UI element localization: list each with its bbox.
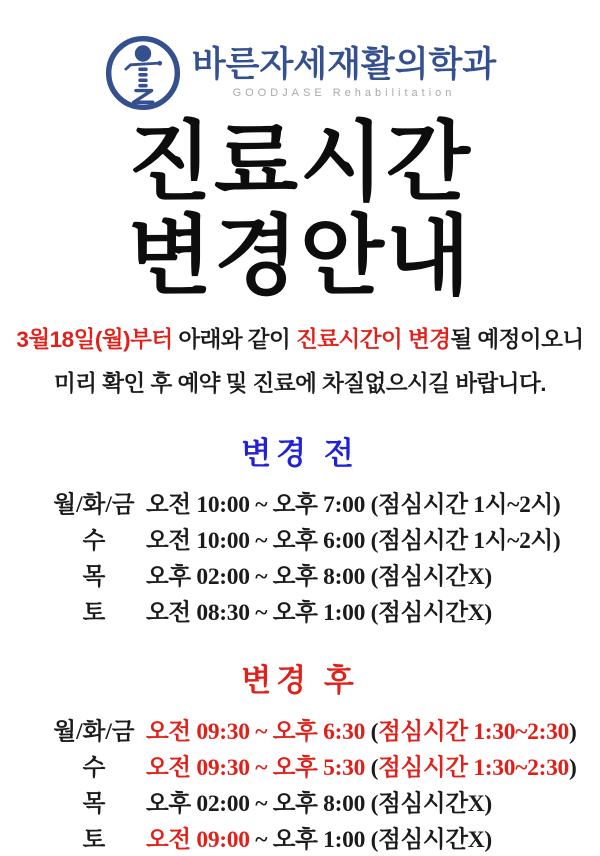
clinic-name: 바른자세재활의학과 [191, 45, 497, 85]
schedule-row [42, 557, 558, 593]
text-segment: ) [569, 754, 577, 781]
logo-text [192, 47, 496, 99]
text-segment: ( [365, 718, 379, 745]
text-segment: 오전 09:30 ~ 오후 5:30 [146, 754, 366, 781]
text-segment: ) [569, 718, 577, 745]
intro-line [0, 318, 600, 362]
schedule-row [42, 820, 558, 856]
text-segment: 오후 02:00 ~ 오후 8:00 (점심시간X) [146, 563, 492, 590]
text-segment: ~ 오후 1:00 (점심시간X) [249, 826, 492, 853]
day-label: 수 [82, 527, 106, 554]
schedule-row [42, 784, 558, 820]
section-heading-after: 변경 후 [241, 662, 359, 698]
text-segment: 점심시간 1:30~2:30 [378, 754, 569, 781]
schedule-row [42, 748, 577, 784]
page-title-line2: 변경안내 [127, 207, 473, 305]
page-title [0, 116, 600, 304]
schedule-before [42, 485, 561, 629]
clinic-subtitle: GOODJASE Rehabilitation [232, 86, 456, 99]
hours-text [146, 748, 577, 782]
text-segment: 진료시간이 변경 [296, 326, 451, 352]
schedule-row [42, 593, 558, 629]
hours-text [146, 557, 558, 591]
schedule-row [42, 712, 577, 748]
section-heading-before: 변경 전 [241, 435, 359, 471]
intro-line [0, 362, 600, 406]
page-title-line1: 진료시간 [127, 114, 473, 211]
text-segment: 아래와 같이 [172, 326, 297, 352]
text-segment: 될 예정이오니 [450, 326, 584, 352]
hours-text [146, 593, 558, 627]
text-segment: 오전 09:00 [146, 826, 250, 853]
schedule-row [42, 521, 561, 557]
text-segment: 오전 08:30 ~ 오후 1:00 (점심시간X) [146, 599, 492, 626]
day-label: 목 [82, 790, 106, 817]
text-segment: 오후 02:00 ~ 오후 8:00 (점심시간X) [146, 790, 492, 817]
text-segment: 오전 10:00 ~ 오후 7:00 (점심시간 1시~2시) [146, 491, 561, 518]
day-label: 수 [82, 754, 106, 781]
day-label: 월/화/금 [53, 491, 135, 518]
text-segment: 점심시간 1:30~2:30 [378, 718, 569, 745]
day-label: 토 [82, 826, 106, 853]
intro-paragraph [0, 318, 600, 406]
hours-text [146, 485, 560, 519]
text-segment: 오전 10:00 ~ 오후 6:00 (점심시간 1시~2시) [146, 527, 561, 554]
day-label: 월/화/금 [53, 718, 135, 745]
hours-text [146, 521, 560, 555]
day-label: 토 [82, 599, 106, 626]
schedule-after [42, 712, 577, 856]
day-label: 목 [82, 563, 106, 590]
text-segment: 오전 09:30 ~ 오후 6:30 [146, 718, 366, 745]
clinic-logo [0, 0, 600, 112]
hours-text [146, 712, 577, 746]
text-segment: 3월18일(월)부터 [16, 326, 173, 352]
posture-spine-figure-icon [104, 34, 182, 112]
schedule-row [42, 485, 561, 521]
hours-text [146, 784, 558, 818]
text-segment: ( [365, 754, 379, 781]
text-segment: 미리 확인 후 예약 및 진료에 차질없으시길 바랍니다. [54, 370, 546, 396]
